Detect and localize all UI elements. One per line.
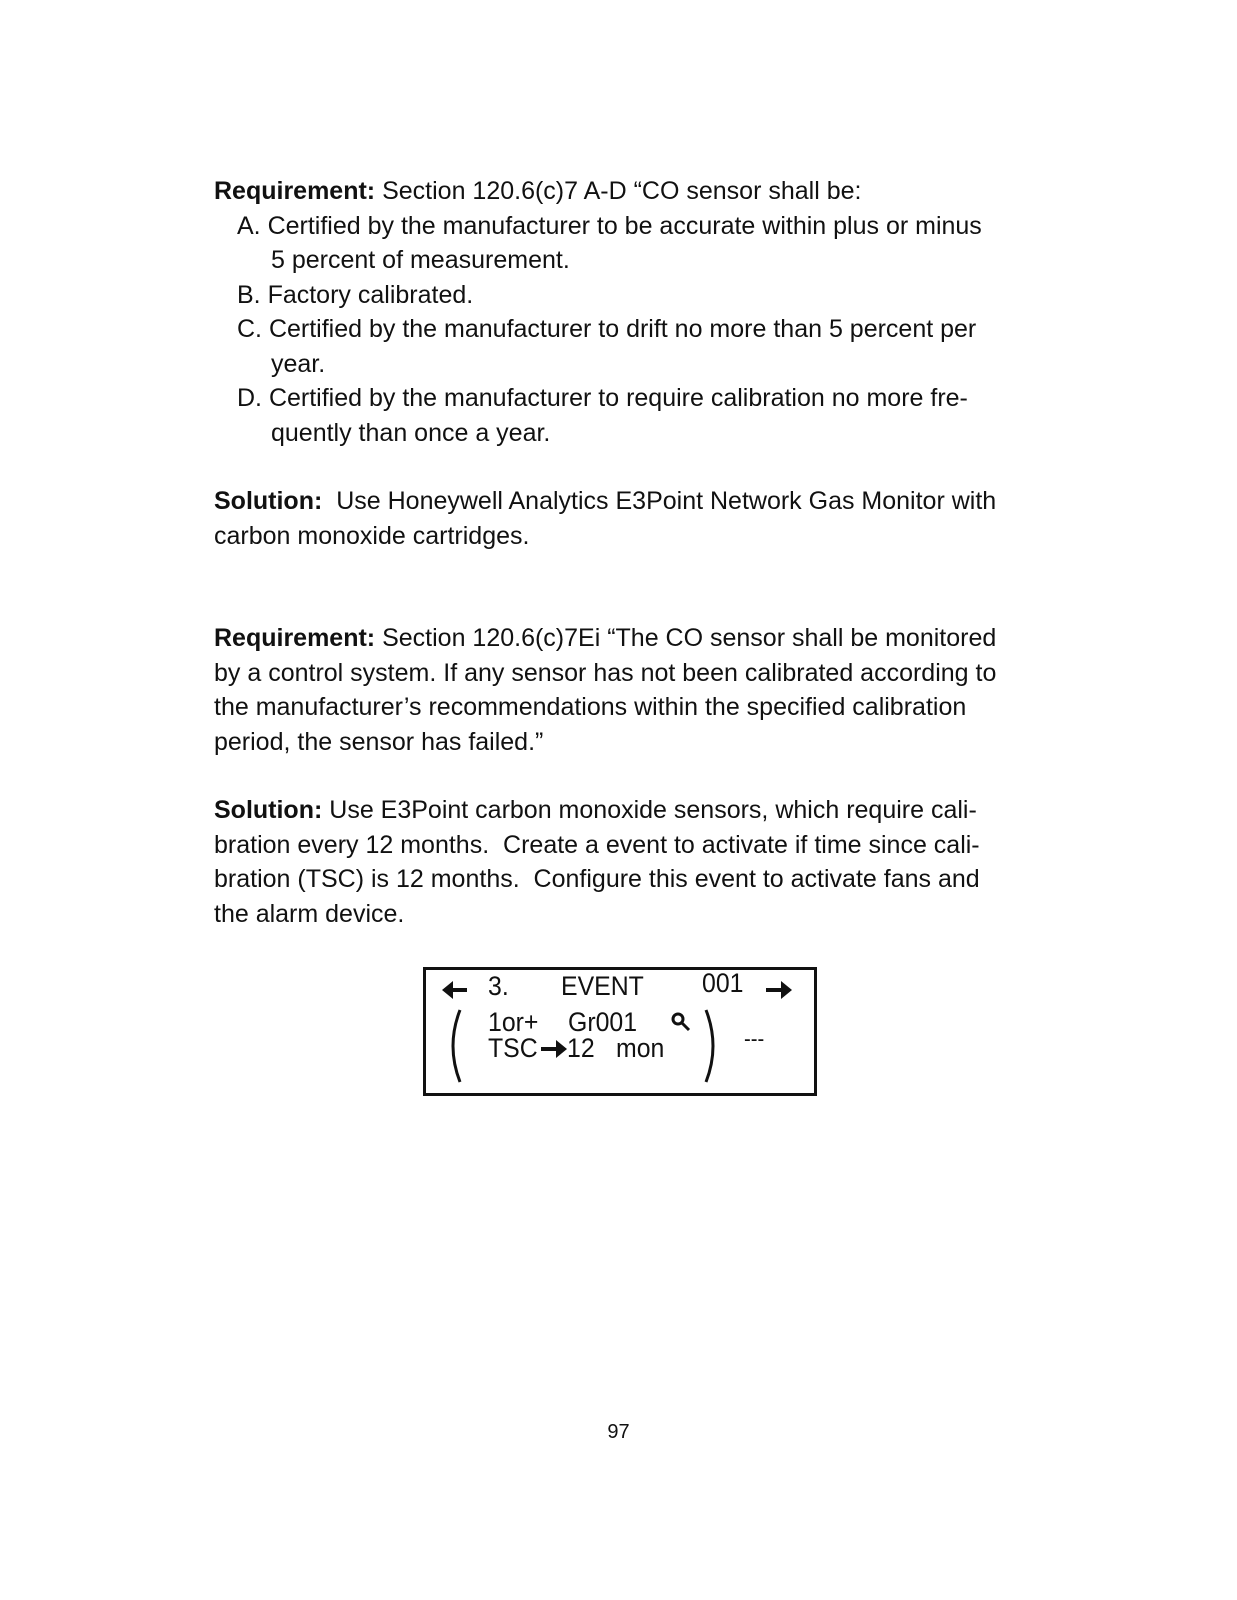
- magnifier-icon: [671, 1012, 691, 1032]
- requirement-2-line-4: period, the sensor has failed.”: [214, 727, 544, 756]
- condition-unit: mon: [616, 1033, 665, 1063]
- logic-operator: 1or+: [488, 1007, 539, 1037]
- event-display-figure: [423, 967, 817, 1096]
- menu-number: 3.: [488, 971, 509, 1001]
- solution-2-line-2: bration every 12 months. Create a event to activate if time since cali-: [214, 830, 980, 859]
- solution-label: Solution:: [214, 796, 323, 824]
- solution-text: Use Honeywell Analytics E3Point Network Gas Monitor with: [322, 487, 997, 515]
- solution-block-2: [214, 793, 1034, 931]
- requirement-block-2: [214, 621, 1034, 759]
- left-paren-icon: [444, 1008, 464, 1084]
- right-paren-icon: [702, 1008, 722, 1084]
- requirement-item-c: C. Certified by the manufacturer to drift no more than 5 percent per: [237, 315, 977, 343]
- solution-2-line-3: bration (TSC) is 12 months. Configure this event to activate fans and: [214, 865, 980, 893]
- solution-text: Use E3Point carbon monoxide sensors, which require cali-: [322, 796, 977, 824]
- requirement-text: Section 120.6(c)7Ei “The CO sensor shall be monitored: [375, 624, 997, 652]
- menu-title: EVENT: [561, 971, 644, 1001]
- requirement-item-d: D. Certified by the manufacturer to require calibration no more fre-: [237, 384, 968, 412]
- solution-2-line-4: the alarm device.: [214, 899, 405, 928]
- requirement-2-line-2: by a control system. If any sensor has not been calibrated according to: [214, 658, 997, 687]
- solution-block-1: [214, 484, 1034, 553]
- left-arrow-icon: [442, 980, 468, 1000]
- requirement-item-b: B. Factory calibrated.: [237, 280, 474, 309]
- requirement-label: Requirement:: [214, 177, 376, 205]
- requirement-1-heading: [214, 174, 1034, 209]
- requirement-item-a: A. Certified by the manufacturer to be accurate within plus or minus: [237, 211, 982, 240]
- right-arrow-icon: [766, 980, 792, 1000]
- condition-value: 12: [567, 1033, 595, 1063]
- requirement-block-1: [214, 174, 1034, 450]
- requirement-item-c-cont: year.: [271, 349, 326, 378]
- solution-1-line-1: [214, 484, 1034, 519]
- group-id: Gr001: [568, 1007, 638, 1037]
- solution-1-line-2: carbon monoxide cartridges.: [214, 521, 530, 550]
- solution-2-line-1: [214, 793, 1034, 828]
- requirement-text: Section 120.6(c)7 A-D “CO sensor shall be:: [375, 177, 862, 205]
- requirement-2-line-3: the manufacturer’s recommendations within the specified calibration: [214, 693, 967, 721]
- page-number: 97: [607, 1421, 630, 1443]
- event-id: 001: [702, 968, 744, 998]
- requirement-item-a-cont: 5 percent of measurement.: [271, 246, 570, 274]
- solution-label: Solution:: [214, 487, 323, 515]
- requirement-item-d-cont: quently than once a year.: [271, 418, 551, 447]
- condition-label: TSC: [488, 1033, 538, 1063]
- requirement-label: Requirement:: [214, 624, 376, 652]
- action-placeholder: ---: [744, 1026, 765, 1051]
- arrow-right-icon: [541, 1039, 567, 1059]
- requirement-2-line-1: [214, 621, 1034, 656]
